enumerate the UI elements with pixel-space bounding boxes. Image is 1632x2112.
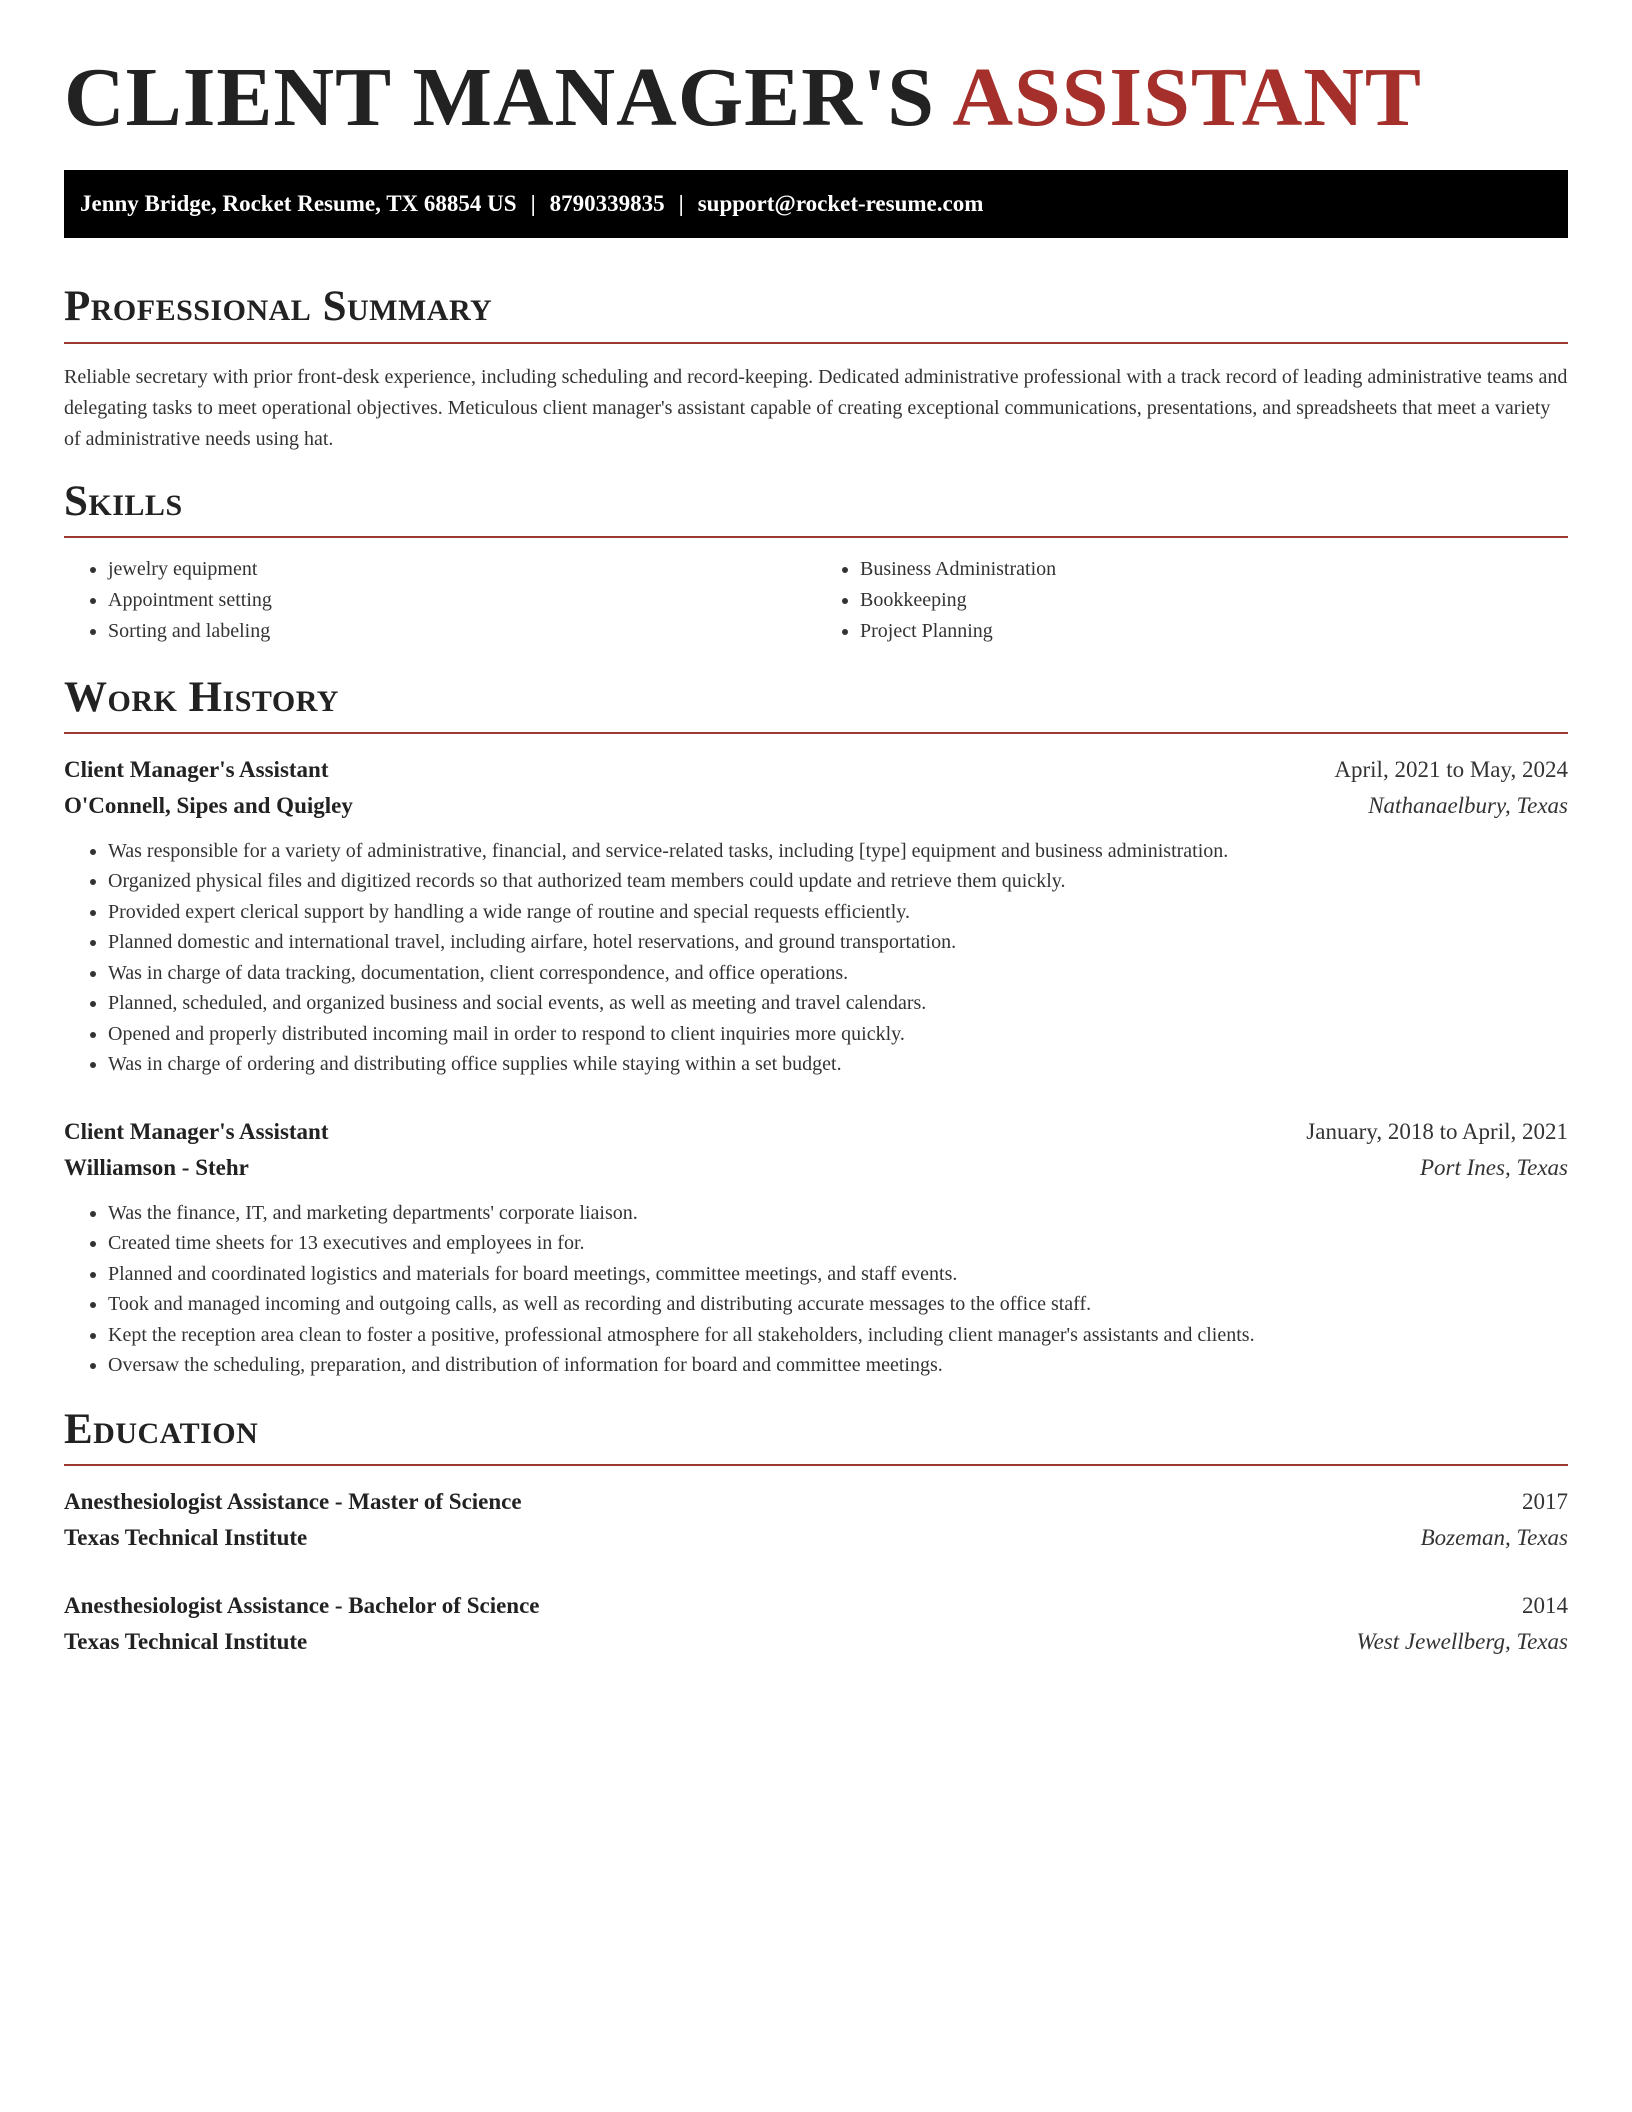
summary-heading: Professional Summary xyxy=(64,283,493,331)
job-bullets xyxy=(64,1198,1568,1381)
education-year: 2017 xyxy=(1522,1488,1568,1514)
education-heading: Education xyxy=(64,1405,259,1453)
job-bullet: • Was in charge of ordering and distributing office supplies while staying within a set budget. xyxy=(108,1049,1568,1080)
contact-bar xyxy=(64,170,1568,238)
skills-list xyxy=(64,554,1568,647)
education-subheader xyxy=(64,1624,1568,1660)
job-title: Client Manager's Assistant xyxy=(64,1118,329,1144)
contact-separator: | xyxy=(678,191,684,217)
job-location: Port Ines, Texas xyxy=(1419,1154,1568,1180)
contact-email: support@rocket-resume.com xyxy=(697,191,984,217)
job-title: Client Manager's Assistant xyxy=(64,756,329,782)
contact-separator: | xyxy=(530,191,536,217)
job-bullet: • Oversaw the scheduling, preparation, and distribution of information for board and committee meetings. xyxy=(108,1350,1568,1381)
job-dates: January, 2018 to April, 2021 xyxy=(1306,1118,1568,1144)
job-company: Williamson - Stehr xyxy=(64,1154,249,1180)
skills-column-right xyxy=(816,554,1568,647)
education-year: 2014 xyxy=(1522,1592,1568,1618)
skill-item: • Bookkeeping xyxy=(860,585,1568,616)
education-subheader xyxy=(64,1520,1568,1556)
work-heading: Work History xyxy=(64,673,339,721)
section-divider xyxy=(64,1464,1568,1466)
job-bullet: • Planned and coordinated logistics and materials for board meetings, committee meetings, and staff events. xyxy=(108,1259,1568,1290)
job-bullet: • Took and managed incoming and outgoing calls, as well as recording and distributing accurate messages to the office staff. xyxy=(108,1289,1568,1320)
job-entry xyxy=(64,1114,1568,1381)
skill-item: • Project Planning xyxy=(860,616,1568,647)
title-main: CLIENT MANAGER'S xyxy=(64,51,935,144)
job-bullet: • Organized physical files and digitized records so that authorized team members could update and retrieve them quickly. xyxy=(108,866,1568,897)
job-bullet: • Opened and properly distributed incoming mail in order to respond to client inquiries more quickly. xyxy=(108,1019,1568,1050)
education-location: West Jewellberg, Texas xyxy=(1356,1628,1568,1654)
job-dates: April, 2021 to May, 2024 xyxy=(1334,756,1568,782)
job-subheader xyxy=(64,1150,1568,1186)
skills-heading: Skills xyxy=(64,477,183,525)
education-school: Texas Technical Institute xyxy=(64,1524,308,1550)
job-header xyxy=(64,752,1568,788)
education-school: Texas Technical Institute xyxy=(64,1628,308,1654)
job-bullets xyxy=(64,836,1568,1080)
education-entry xyxy=(64,1484,1568,1556)
job-bullet: • Created time sheets for 13 executives and employees in for. xyxy=(108,1228,1568,1259)
education-degree: Anesthesiologist Assistance - Bachelor of Science xyxy=(64,1592,540,1618)
job-entry xyxy=(64,752,1568,1080)
job-bullet: • Provided expert clerical support by handling a wide range of routine and special requests efficiently. xyxy=(108,897,1568,928)
skill-item: • Business Administration xyxy=(860,554,1568,585)
job-bullet: • Kept the reception area clean to foster a positive, professional atmosphere for all stakeholders, including client manager's assistants and clients. xyxy=(108,1320,1568,1351)
summary-text: Reliable secretary with prior front-desk experience, including scheduling and record-keeping. Dedicated administrative professional with a track record of leading administrative teams and delegating tasks to meet operational objectives. Meticulous client manager's assistant capable of creating exceptional communications, presentations, and spreadsheets that meet a variety of administrative needs using hat. xyxy=(64,365,1568,450)
job-company: O'Connell, Sipes and Quigley xyxy=(64,792,353,818)
resume-title xyxy=(64,52,1568,144)
job-bullet: • Was responsible for a variety of administrative, financial, and service-related tasks, including [type] equipment and business administration. xyxy=(108,836,1568,867)
contact-address: Jenny Bridge, Rocket Resume, TX 68854 US xyxy=(80,191,517,217)
skill-item: • Sorting and labeling xyxy=(108,616,816,647)
skill-item: • Appointment setting xyxy=(108,585,816,616)
skill-item: • jewelry equipment xyxy=(108,554,816,585)
title-accent: ASSISTANT xyxy=(952,51,1422,144)
section-divider xyxy=(64,536,1568,538)
job-bullet: • Was the finance, IT, and marketing departments' corporate liaison. xyxy=(108,1198,1568,1229)
skills-column-left xyxy=(64,554,816,647)
contact-phone: 8790339835 xyxy=(549,191,665,217)
education-header xyxy=(64,1588,1568,1624)
section-divider xyxy=(64,342,1568,344)
job-bullet: • Planned domestic and international travel, including airfare, hotel reservations, and ground transportation. xyxy=(108,927,1568,958)
job-location: Nathanaelbury, Texas xyxy=(1368,792,1568,818)
job-bullet: • Was in charge of data tracking, documentation, client correspondence, and office operations. xyxy=(108,958,1568,989)
education-location: Bozeman, Texas xyxy=(1420,1524,1568,1550)
section-divider xyxy=(64,732,1568,734)
job-header xyxy=(64,1114,1568,1150)
education-entry xyxy=(64,1588,1568,1660)
job-subheader xyxy=(64,788,1568,824)
job-bullet: • Planned, scheduled, and organized business and social events, as well as meeting and travel calendars. xyxy=(108,988,1568,1019)
education-header xyxy=(64,1484,1568,1520)
education-degree: Anesthesiologist Assistance - Master of Science xyxy=(64,1488,522,1514)
